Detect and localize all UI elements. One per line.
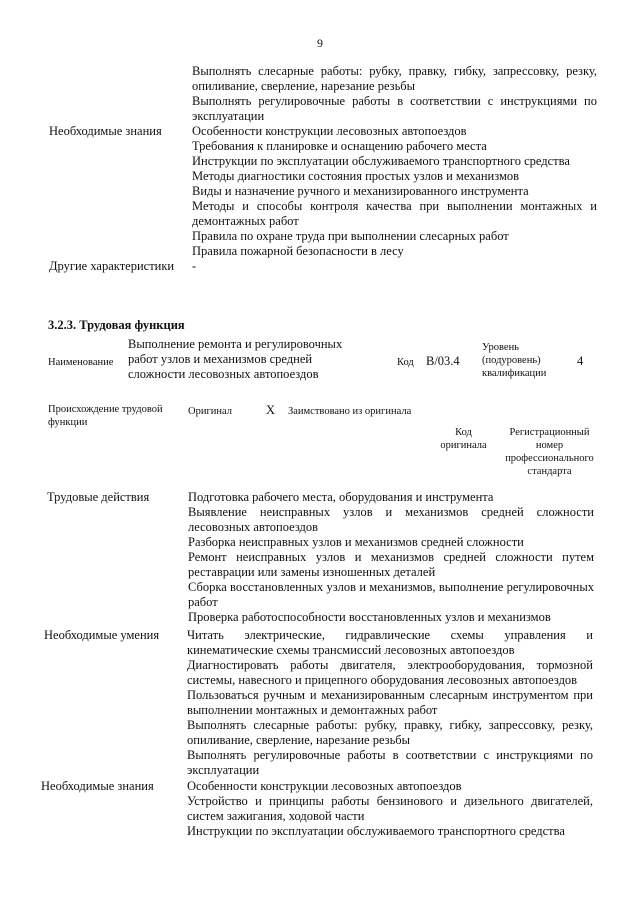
list-item: Инструкции по эксплуатации обслуживаемого транспортного средства [192,154,570,168]
list-item: Требования к планировке и оснащению рабочего места [192,139,487,153]
function-name: Выполнение ремонта и регулировочных работ узлов и механизмов средней сложности лесовозных автопоездов [128,337,343,381]
skills-list [187,628,593,778]
code-value: В/03.4 [426,354,460,368]
actions-list [188,490,594,625]
list-item: Сборка восстановленных узлов и механизмов, выполнение регулировочных работ [188,580,594,609]
origin-label: Происхождение трудовой функции [48,404,163,428]
list-item: Инструкции по эксплуатации обслуживаемого транспортного средства [187,824,565,838]
knowledge-label: Необходимые знания [41,779,154,793]
origin-code-label: Код оригинала [440,427,487,451]
section-title: 3.2.3. Трудовая функция [48,318,185,332]
list-item: Особенности конструкции лесовозных автопоездов [187,779,462,793]
list-item: Проверка работоспособности восстановленных узлов и механизмов [188,610,551,624]
list-item: Подготовка рабочего места, оборудования и инструмента [188,490,494,504]
skills-continued-list [192,64,597,124]
list-item: Правила по охране труда при выполнении слесарных работ [192,229,509,243]
list-item: Выполнять слесарные работы: рубку, правку, гибку, запрессовку, резку, опиливание, сверление, нарезание резьбы [187,718,593,747]
original-mark: X [266,403,276,417]
borrowed-label: Заимствовано из оригинала [288,406,412,417]
list-item: Ремонт неисправных узлов и механизмов средней сложности путем реставрации или замены изношенных деталей [188,550,594,579]
other-label: Другие характеристики [49,259,175,273]
list-item: Читать электрические, гидравлические схемы управления и кинематические схемы трансмиссий лесовозных автопоездов [187,628,593,657]
list-item: Диагностировать работы двигателя, электрооборудования, тормозной системы, навесного и прицепного оборудования лесовозных автопоездов [187,658,593,687]
level-value: 4 [577,354,584,368]
list-item: Правила пожарной безопасности в лесу [192,244,404,258]
list-item: Методы и способы контроля качества при выполнении монтажных и демонтажных работ [192,199,597,228]
code-label: Код [397,357,414,368]
skills-label: Необходимые умения [44,628,160,642]
knowledge-list [187,779,593,839]
list-item: Особенности конструкции лесовозных автопоездов [192,124,467,138]
list-item: Выполнять регулировочные работы в соответствии с инструкциями по эксплуатации [187,748,593,777]
list-item: Виды и назначение ручного и механизированного инструмента [192,184,529,198]
level-label: Уровень (подуровень) квалификации [482,342,547,379]
page-number: 9 [317,36,323,50]
knowledge-list [192,124,597,259]
list-item: Устройство и принципы работы бензинового и дизельного двигателей, систем зажигания, ходовой части [187,794,593,823]
list-item: Выполнять слесарные работы: рубку, правку, гибку, запрессовку, резку, опиливание, сверление, нарезание резьбы [192,64,597,93]
list-item: Методы диагностики состояния простых узлов и механизмов [192,169,520,183]
knowledge-label: Необходимые знания [49,124,162,138]
original-label: Оригинал [188,406,232,417]
list-item: Выполнять регулировочные работы в соответствии с инструкциями по эксплуатации [192,94,597,123]
list-item: Выявление неисправных узлов и механизмов средней сложности лесовозных автопоездов [188,505,594,534]
list-item: Разборка неисправных узлов и механизмов средней сложности [188,535,524,549]
name-label: Наименование [48,357,114,368]
actions-label: Трудовые действия [47,490,150,504]
other-value: - [192,259,197,273]
list-item: Пользоваться ручным и механизированным слесарным инструментом при выполнении монтажных и демонтажных работ [187,688,593,717]
reg-number-label: Регистрационный номер профессионального стандарта [505,427,594,477]
